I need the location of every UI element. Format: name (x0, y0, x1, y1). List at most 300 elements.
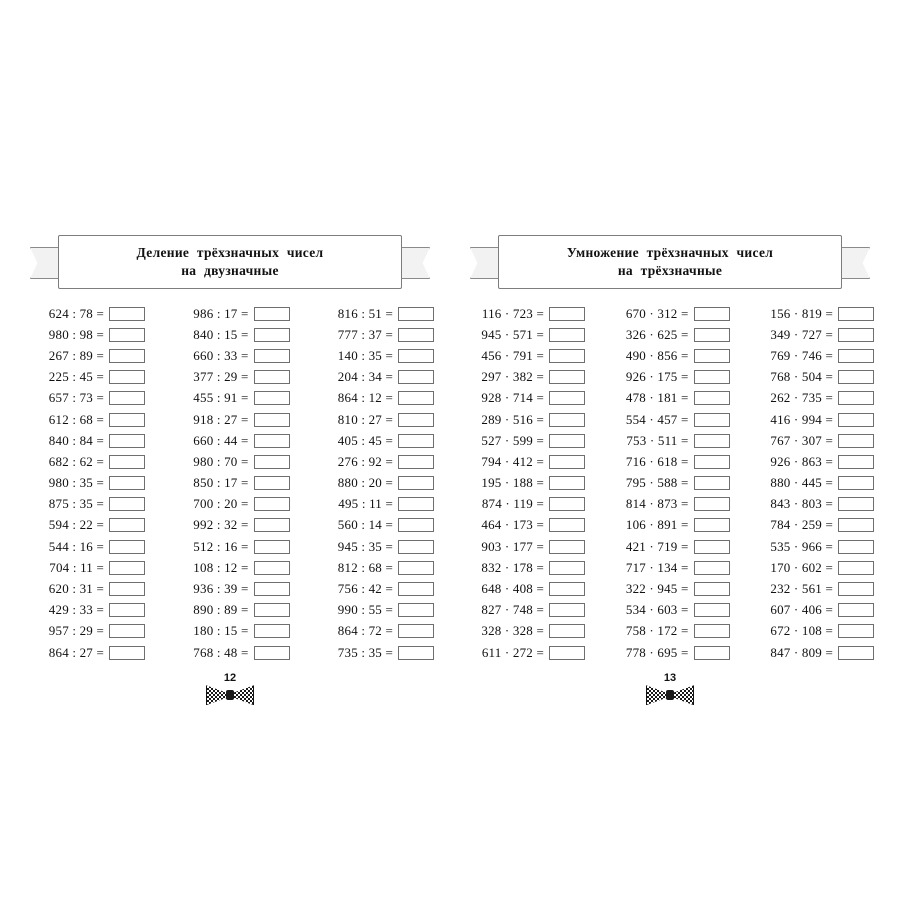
answer-input[interactable] (549, 624, 585, 638)
expression: 874 · 119 = (481, 496, 544, 512)
exercise-row (26, 409, 145, 430)
exercise-row (26, 367, 145, 388)
answer-input[interactable] (549, 434, 585, 448)
expression: 864 : 27 = (48, 644, 104, 660)
answer-input[interactable] (549, 307, 585, 321)
expression: 535 · 966 = (770, 538, 833, 554)
exercise-row (466, 324, 585, 345)
exercise-row (755, 451, 874, 472)
exercise-row (466, 473, 585, 494)
exercise-row (466, 451, 585, 472)
expression: 322 · 945 = (625, 581, 689, 597)
answer-input[interactable] (838, 391, 874, 405)
answer-input[interactable] (109, 646, 145, 660)
expression: 812 : 68 = (337, 559, 393, 575)
exercise-row (611, 600, 730, 621)
answer-input[interactable] (398, 349, 434, 363)
exercise-row (171, 303, 290, 324)
expression: 778 · 695 = (625, 644, 689, 660)
expression: 456 · 791 = (481, 347, 544, 363)
exercise-row (171, 430, 290, 451)
exercise-row (171, 324, 290, 345)
expression: 784 · 259 = (770, 517, 833, 533)
answer-input[interactable] (694, 603, 730, 617)
exercise-row (611, 303, 730, 324)
page-number: 12 (223, 672, 237, 685)
checkered-bow-icon (646, 685, 694, 705)
expression: 843 · 803 = (770, 496, 833, 512)
expression: 429 : 33 = (48, 602, 104, 618)
answer-input[interactable] (109, 413, 145, 427)
exercise-row (26, 536, 145, 557)
answer-input[interactable] (549, 603, 585, 617)
exercise-row (466, 303, 585, 324)
exercise-row (315, 557, 434, 578)
exercise-row (611, 388, 730, 409)
answer-input[interactable] (109, 391, 145, 405)
answer-input[interactable] (398, 391, 434, 405)
exercise-row (755, 324, 874, 345)
expression: 289 · 516 = (481, 411, 544, 427)
expression: 106 · 891 = (625, 517, 689, 533)
exercise-row (26, 473, 145, 494)
exercise-row (611, 494, 730, 515)
expression: 495 : 11 = (338, 496, 393, 512)
exercise-row (755, 600, 874, 621)
exercise-row (466, 515, 585, 536)
exercise-columns-left (20, 303, 440, 663)
exercise-row (26, 557, 145, 578)
answer-input[interactable] (694, 455, 730, 469)
answer-input[interactable] (838, 518, 874, 532)
expression: 527 · 599 = (481, 432, 544, 448)
answer-input[interactable] (694, 582, 730, 596)
answer-input[interactable] (549, 540, 585, 554)
answer-input[interactable] (694, 434, 730, 448)
answer-input[interactable] (109, 328, 145, 342)
page-right (460, 235, 880, 685)
answer-input[interactable] (838, 603, 874, 617)
expression: 768 · 504 = (770, 369, 833, 385)
exercise-row (755, 642, 874, 663)
answer-input[interactable] (549, 413, 585, 427)
exercise-row (315, 430, 434, 451)
answer-input[interactable] (838, 582, 874, 596)
exercise-row (171, 451, 290, 472)
exercise-row (755, 557, 874, 578)
answer-input[interactable] (398, 561, 434, 575)
bow-wing-left (206, 685, 227, 705)
exercise-row (755, 430, 874, 451)
exercise-row (26, 345, 145, 366)
exercise-row (466, 494, 585, 515)
answer-input[interactable] (694, 328, 730, 342)
page-number: 13 (663, 672, 677, 685)
answer-input[interactable] (398, 434, 434, 448)
exercise-row (466, 557, 585, 578)
expression: 232 · 561 = (770, 581, 833, 597)
exercise-row (315, 409, 434, 430)
answer-input[interactable] (838, 540, 874, 554)
exercise-row (466, 430, 585, 451)
expression: 768 : 48 = (193, 644, 249, 660)
expression: 928 · 714 = (481, 390, 544, 406)
exercise-column-3 (315, 303, 434, 663)
answer-input[interactable] (254, 624, 290, 638)
expression: 534 · 603 = (625, 602, 689, 618)
answer-input[interactable] (109, 307, 145, 321)
answer-input[interactable] (549, 582, 585, 596)
exercise-row (755, 409, 874, 430)
exercise-columns-right (460, 303, 880, 663)
expression: 864 : 12 = (337, 390, 393, 406)
expression: 957 : 29 = (48, 623, 104, 639)
exercise-row (171, 536, 290, 557)
expression: 276 : 92 = (337, 453, 393, 469)
exercise-row (26, 388, 145, 409)
expression: 660 : 33 = (193, 347, 249, 363)
expression: 620 : 31 = (48, 581, 104, 597)
expression: 814 · 873 = (625, 496, 689, 512)
answer-input[interactable] (398, 455, 434, 469)
expression: 682 : 62 = (48, 453, 104, 469)
expression: 753 · 511 = (626, 432, 689, 448)
exercise-row (611, 345, 730, 366)
expression: 840 : 84 = (48, 432, 104, 448)
exercise-row (466, 367, 585, 388)
answer-input[interactable] (109, 434, 145, 448)
answer-input[interactable] (109, 540, 145, 554)
expression: 180 : 15 = (193, 623, 249, 639)
answer-input[interactable] (254, 434, 290, 448)
banner-body (498, 235, 842, 289)
section-banner-left (30, 235, 430, 289)
expression: 700 : 20 = (193, 496, 249, 512)
expression: 758 · 172 = (625, 623, 689, 639)
answer-input[interactable] (549, 497, 585, 511)
expression: 704 : 11 = (49, 559, 104, 575)
answer-input[interactable] (694, 476, 730, 490)
answer-input[interactable] (254, 561, 290, 575)
expression: 648 · 408 = (481, 581, 544, 597)
answer-input[interactable] (838, 328, 874, 342)
expression: 880 · 445 = (770, 475, 833, 491)
expression: 140 : 35 = (337, 347, 393, 363)
expression: 794 · 412 = (481, 453, 544, 469)
exercise-row (26, 430, 145, 451)
expression: 735 : 35 = (337, 644, 393, 660)
expression: 624 : 78 = (48, 305, 104, 321)
answer-input[interactable] (398, 646, 434, 660)
exercise-row (171, 345, 290, 366)
expression: 926 · 175 = (625, 369, 689, 385)
answer-input[interactable] (838, 497, 874, 511)
answer-input[interactable] (838, 476, 874, 490)
expression: 992 : 32 = (193, 517, 249, 533)
page-footer-left (20, 669, 440, 709)
expression: 672 · 108 = (770, 623, 833, 639)
answer-input[interactable] (694, 307, 730, 321)
exercise-row (315, 388, 434, 409)
expression: 769 · 746 = (770, 347, 833, 363)
expression: 377 : 29 = (193, 369, 249, 385)
exercise-row (755, 536, 874, 557)
expression: 810 : 27 = (337, 411, 393, 427)
answer-input[interactable] (109, 370, 145, 384)
expression: 850 : 17 = (193, 475, 249, 491)
expression: 847 · 809 = (770, 644, 833, 660)
answer-input[interactable] (549, 391, 585, 405)
section-title-line1: Умножение трёхзначных чисел (566, 244, 774, 260)
exercise-row (611, 642, 730, 663)
exercise-row (171, 367, 290, 388)
expression: 421 · 719 = (625, 538, 689, 554)
answer-input[interactable] (254, 582, 290, 596)
answer-input[interactable] (398, 328, 434, 342)
answer-input[interactable] (254, 349, 290, 363)
answer-input[interactable] (549, 370, 585, 384)
expression: 767 · 307 = (770, 432, 833, 448)
expression: 490 · 856 = (625, 347, 689, 363)
exercise-row (466, 621, 585, 642)
exercise-row (611, 473, 730, 494)
exercise-row (315, 515, 434, 536)
answer-input[interactable] (254, 370, 290, 384)
answer-input[interactable] (838, 370, 874, 384)
exercise-row (466, 642, 585, 663)
answer-input[interactable] (838, 561, 874, 575)
expression: 262 · 735 = (770, 390, 833, 406)
exercise-row (315, 324, 434, 345)
exercise-row (611, 367, 730, 388)
exercise-row (315, 451, 434, 472)
answer-input[interactable] (398, 413, 434, 427)
answer-input[interactable] (254, 391, 290, 405)
exercise-row (315, 642, 434, 663)
answer-input[interactable] (398, 540, 434, 554)
exercise-row (26, 642, 145, 663)
exercise-row (171, 578, 290, 599)
exercise-row (466, 536, 585, 557)
answer-input[interactable] (254, 540, 290, 554)
expression: 116 · 723 = (481, 305, 544, 321)
expression: 832 · 178 = (481, 559, 544, 575)
expression: 326 · 625 = (625, 326, 689, 342)
answer-input[interactable] (838, 307, 874, 321)
expression: 405 : 45 = (337, 432, 393, 448)
answer-input[interactable] (398, 582, 434, 596)
expression: 349 · 727 = (770, 326, 833, 342)
answer-input[interactable] (694, 624, 730, 638)
bow-knot (226, 690, 234, 700)
answer-input[interactable] (109, 624, 145, 638)
answer-input[interactable] (398, 624, 434, 638)
section-title-line2: на двузначные (181, 263, 279, 278)
exercise-row (315, 621, 434, 642)
exercise-row (315, 600, 434, 621)
answer-input[interactable] (549, 455, 585, 469)
expression: 990 : 55 = (337, 602, 393, 618)
exercise-row (611, 536, 730, 557)
answer-input[interactable] (109, 603, 145, 617)
exercise-row (755, 473, 874, 494)
expression: 936 : 39 = (193, 581, 249, 597)
expression: 716 · 618 = (625, 453, 689, 469)
expression: 816 : 51 = (337, 305, 393, 321)
exercise-row (315, 536, 434, 557)
expression: 594 : 22 = (48, 517, 104, 533)
exercise-row (26, 515, 145, 536)
bow-wing-left (646, 685, 667, 705)
exercise-row (755, 494, 874, 515)
expression: 945 · 571 = (481, 326, 544, 342)
expression: 827 · 748 = (481, 602, 544, 618)
expression: 612 : 68 = (48, 411, 104, 427)
answer-input[interactable] (254, 328, 290, 342)
expression: 204 : 34 = (337, 369, 393, 385)
expression: 670 · 312 = (625, 305, 689, 321)
expression: 918 : 27 = (193, 411, 249, 427)
answer-input[interactable] (254, 603, 290, 617)
answer-input[interactable] (549, 561, 585, 575)
expression: 464 · 173 = (481, 517, 544, 533)
expression: 416 · 994 = (770, 411, 833, 427)
answer-input[interactable] (549, 328, 585, 342)
answer-input[interactable] (549, 476, 585, 490)
answer-input[interactable] (254, 476, 290, 490)
expression: 554 · 457 = (625, 411, 689, 427)
exercise-row (171, 642, 290, 663)
exercise-row (171, 621, 290, 642)
exercise-row (171, 473, 290, 494)
exercise-row (26, 324, 145, 345)
answer-input[interactable] (398, 476, 434, 490)
expression: 795 · 588 = (625, 475, 689, 491)
exercise-row (171, 494, 290, 515)
exercise-row (26, 621, 145, 642)
answer-input[interactable] (694, 349, 730, 363)
exercise-column-1 (466, 303, 585, 663)
answer-input[interactable] (694, 370, 730, 384)
answer-input[interactable] (549, 349, 585, 363)
answer-input[interactable] (838, 624, 874, 638)
answer-input[interactable] (398, 497, 434, 511)
answer-input[interactable] (109, 518, 145, 532)
exercise-row (315, 473, 434, 494)
answer-input[interactable] (254, 646, 290, 660)
expression: 560 : 14 = (337, 517, 393, 533)
expression: 986 : 17 = (193, 305, 249, 321)
answer-input[interactable] (109, 455, 145, 469)
section-title-line2: на трёхзначные (617, 263, 723, 278)
bow-wing-right (233, 685, 254, 705)
answer-input[interactable] (838, 434, 874, 448)
answer-input[interactable] (838, 455, 874, 469)
exercise-row (171, 409, 290, 430)
expression: 945 : 35 = (337, 538, 393, 554)
answer-input[interactable] (694, 391, 730, 405)
answer-input[interactable] (549, 518, 585, 532)
answer-input[interactable] (694, 413, 730, 427)
expression: 544 : 16 = (48, 538, 104, 554)
exercise-row (26, 494, 145, 515)
expression: 880 : 20 = (337, 475, 393, 491)
answer-input[interactable] (694, 561, 730, 575)
expression: 864 : 72 = (337, 623, 393, 639)
answer-input[interactable] (254, 307, 290, 321)
exercise-row (611, 430, 730, 451)
expression: 840 : 15 = (193, 326, 249, 342)
answer-input[interactable] (694, 518, 730, 532)
expression: 195 · 188 = (481, 475, 544, 491)
answer-input[interactable] (398, 518, 434, 532)
exercise-row (26, 578, 145, 599)
answer-input[interactable] (254, 455, 290, 469)
bow-knot (666, 690, 674, 700)
answer-input[interactable] (694, 497, 730, 511)
expression: 717 · 134 = (625, 559, 689, 575)
exercise-column-1 (26, 303, 145, 663)
expression: 328 · 328 = (481, 623, 544, 639)
exercise-row (466, 600, 585, 621)
answer-input[interactable] (549, 646, 585, 660)
answer-input[interactable] (254, 497, 290, 511)
answer-input[interactable] (694, 646, 730, 660)
exercise-row (611, 451, 730, 472)
exercise-row (466, 345, 585, 366)
expression: 607 · 406 = (770, 602, 833, 618)
answer-input[interactable] (254, 413, 290, 427)
exercise-row (755, 515, 874, 536)
answer-input[interactable] (838, 349, 874, 363)
exercise-row (611, 621, 730, 642)
exercise-row (315, 578, 434, 599)
answer-input[interactable] (109, 349, 145, 363)
answer-input[interactable] (109, 561, 145, 575)
exercise-row (466, 409, 585, 430)
exercise-column-2 (611, 303, 730, 663)
exercise-column-3 (755, 303, 874, 663)
exercise-row (315, 345, 434, 366)
exercise-row (755, 303, 874, 324)
expression: 297 · 382 = (481, 369, 544, 385)
expression: 756 : 42 = (337, 581, 393, 597)
answer-input[interactable] (109, 497, 145, 511)
answer-input[interactable] (109, 476, 145, 490)
exercise-row (171, 557, 290, 578)
answer-input[interactable] (398, 307, 434, 321)
section-banner-right (470, 235, 870, 289)
answer-input[interactable] (694, 540, 730, 554)
exercise-row (755, 578, 874, 599)
answer-input[interactable] (838, 646, 874, 660)
exercise-row (171, 515, 290, 536)
page-left (20, 235, 440, 685)
exercise-row (171, 600, 290, 621)
expression: 777 : 37 = (337, 326, 393, 342)
bow-wing-right (673, 685, 694, 705)
exercise-row (466, 388, 585, 409)
expression: 455 : 91 = (193, 390, 249, 406)
answer-input[interactable] (838, 413, 874, 427)
exercise-row (755, 367, 874, 388)
answer-input[interactable] (109, 582, 145, 596)
exercise-column-2 (171, 303, 290, 663)
answer-input[interactable] (398, 603, 434, 617)
exercise-row (611, 409, 730, 430)
answer-input[interactable] (254, 518, 290, 532)
answer-input[interactable] (398, 370, 434, 384)
